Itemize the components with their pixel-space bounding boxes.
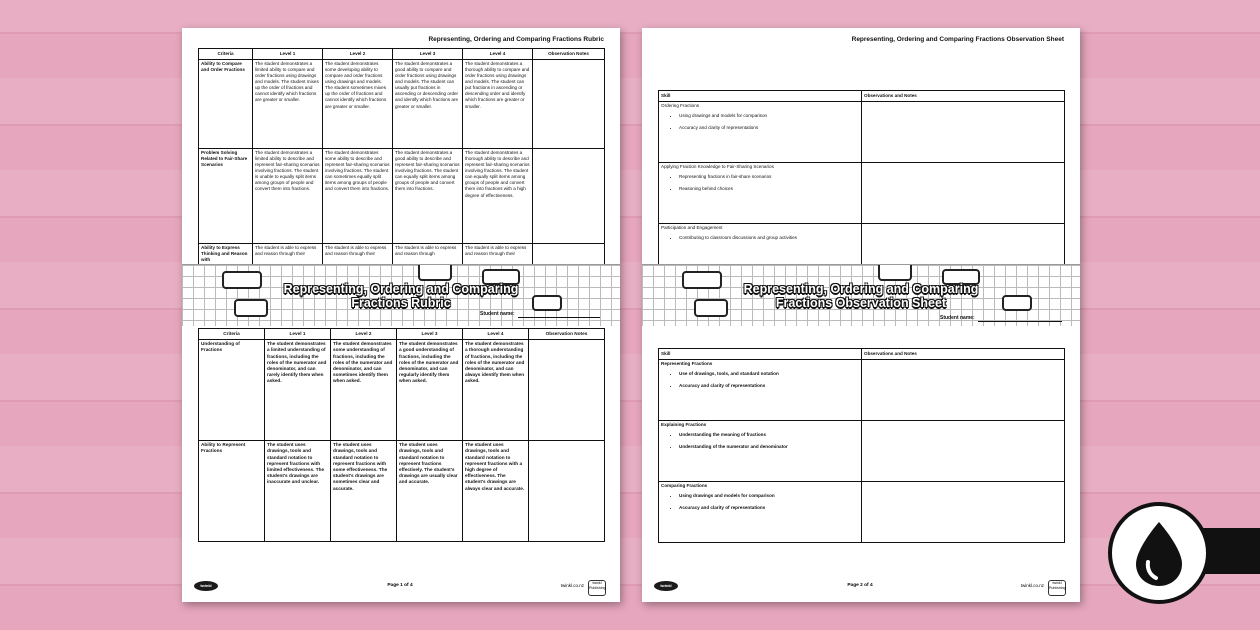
col-level-1: Level 1 [265,329,331,340]
notes-cell [862,163,1065,224]
observation-table-front [658,348,1065,543]
ink-drop-icon [1112,506,1206,600]
student-name-label: Student name: [940,315,975,321]
rubric-banner-title: Representing, Ordering and Comparing Fractions Rubric [283,282,519,310]
col-observation-notes: Observation Notes [533,49,605,60]
observation-front-page [642,326,1080,602]
website-url: twinkl.co.nz [560,583,584,588]
col-criteria: Criteria [199,49,253,60]
student-name-label: Student name: [480,311,515,317]
observation-banner-title: Representing, Ordering and Comparing Fractions Observation Sheet [743,282,979,310]
student-name-field[interactable] [518,317,600,318]
criteria-cell: Problem Solving Related to Fair-Share Scenarios [199,149,253,244]
rubric-table-front [198,328,605,542]
title-banner [642,264,1080,327]
level-cell: The student demonstrates a limited ability to describe and represent fair-sharing scenarios involving fractions. The student is unable to equally split items among groups of people and convert them into fractions. [253,149,323,244]
level-cell: The student demonstrates a good ability to describe and represent fair-sharing scenarios involving fractions. The student can equally split items among groups of people and convert them into fractions. [393,149,463,244]
level-cell: The student uses drawings, tools and standard notation to represent fractions effectively. The student's drawings are usually clear and accurate. [397,441,463,542]
level-cell: The student is able to express and reason through their [323,244,393,333]
twinkl-logo: twinkl [654,581,678,591]
student-name-field[interactable] [978,321,1062,322]
col-criteria: Criteria [199,329,265,340]
col-observations: Observations and Notes [862,349,1065,360]
skill-cell: Participation and Engagement • Contributing to classroom discussions and group activities [659,224,862,285]
col-level-4: Level 4 [463,49,533,60]
skill-cell: Comparing Fractions • Using drawings and models for comparison • Accuracy and clarity of representations [659,482,862,543]
criteria-cell: Ability to Represent Fractions [199,441,265,542]
level-cell: The student demonstrates a good understanding of fractions, including the roles of the numerator and denominator, and can regularly identify them when asked. [397,340,463,441]
rubric-page-title: Representing, Ordering and Comparing Fractions Rubric [428,36,604,43]
col-level-2: Level 2 [323,49,393,60]
level-cell: The student uses drawings, tools and standard notation to represent fractions with limited effectiveness. The student's drawings are inaccurate and unclear. [265,441,331,542]
col-skill: Skill [659,91,862,102]
col-level-2: Level 2 [331,329,397,340]
website-url: twinkl.co.nz [1020,583,1044,588]
col-level-4: Level 4 [463,329,529,340]
notes-cell [862,102,1065,163]
col-level-3: Level 3 [397,329,463,340]
table-row [199,340,605,441]
table-row [659,360,1065,421]
observation-table-back [658,90,1065,285]
level-cell: The student demonstrates a good ability to compare and order fractions using drawings and models. The student can usually put fractions in ascending or descending order and identify which fractions are greater or smaller. [393,60,463,149]
title-banner [182,264,620,327]
level-cell: The student uses drawings, tools and standard notation to represent fractions with some effectiveness. The student's drawings are sometimes clear and accurate. [331,441,397,542]
publisher-logo: twinkl Publishing [1048,580,1066,596]
level-cell: The student demonstrates a thorough ability to compare and order fractions using drawings and models. The student can put fractions in ascending or descending order and identify which fractions are greater or smaller. [463,60,533,149]
publisher-logo: twinkl Publishing [588,580,606,596]
col-observation-notes: Observation Notes [529,329,605,340]
table-row [659,163,1065,224]
rubric-sheet [182,28,620,602]
criteria-cell: Understanding of Fractions [199,340,265,441]
decorative-brick [878,264,912,281]
page-number: Page 1 of 4 [387,583,413,588]
notes-cell [529,340,605,441]
table-row [199,441,605,542]
col-observations: Observations and Notes [862,91,1065,102]
notes-cell [862,482,1065,543]
level-cell: The student demonstrates some understanding of fractions, including the roles of the numerator and denominator, and can sometimes identify them when asked. [331,340,397,441]
col-level-1: Level 1 [253,49,323,60]
level-cell: The student demonstrates a limited understanding of fractions, including the roles of the numerator and denominator, and can rarely identify them when asked. [265,340,331,441]
notes-cell [862,421,1065,482]
skill-cell: Ordering Fractions • Using drawings and models for comparison • Accuracy and clarity of representations [659,102,862,163]
col-skill: Skill [659,349,862,360]
observation-page-title: Representing, Ordering and Comparing Fractions Observation Sheet [851,36,1064,43]
level-cell: The student demonstrates a limited ability to compare and order fractions using drawings and models. The student mixes up the order of fractions and cannot identify which fractions are greater or smaller. [253,60,323,149]
notes-cell [533,149,605,244]
page-footer [654,580,1066,594]
level-cell: The student is able to express and reason through their [463,244,533,333]
col-level-3: Level 3 [393,49,463,60]
rubric-front-page [182,326,620,602]
page-footer [194,580,606,594]
table-row [659,421,1065,482]
level-cell: The student uses drawings, tools and standard notation to represent fractions with a high degree of effectiveness. The student's drawings are always clear and accurate. [463,441,529,542]
skill-cell: Representing Fractions • Use of drawings, tools, and standard notation • Accuracy and clarity of representations [659,360,862,421]
notes-cell [533,60,605,149]
twinkl-logo: twinkl [194,581,218,591]
level-cell: The student demonstrates a thorough understanding of fractions, including the roles of the numerator and denominator, and can always identify them when asked. [463,340,529,441]
observation-sheet [642,28,1080,602]
ink-drop-badge [1108,502,1210,604]
page-number: Page 2 of 4 [847,583,873,588]
table-row [199,149,605,244]
level-cell: The student demonstrates some developing ability to compare and order fractions using drawings and models. The student sometimes mixes up the order of fractions and cannot identify which fractions are greater or smaller. [323,60,393,149]
skill-cell: Explaining Fractions • Understanding the meaning of fractions • Understanding of the numerator and denominator [659,421,862,482]
level-cell: The student demonstrates a thorough ability to describe and represent fair-sharing scenarios involving fractions. The student can equally split items among groups of people and convert them into fractions with a high degree of effectiveness. [463,149,533,244]
table-row [659,102,1065,163]
level-cell: The student is able to express and reason through their [253,244,323,333]
level-cell: The student is able to express and reason through [393,244,463,333]
table-row [659,482,1065,543]
notes-cell [862,360,1065,421]
criteria-cell: Ability to Compare and Order Fractions [199,60,253,149]
decorative-brick [418,264,452,281]
notes-cell [529,441,605,542]
level-cell: The student demonstrates some ability to describe and represent fair-sharing scenarios involving fractions. The student can sometimes equally split items among groups of people and convert them into fractions. [323,149,393,244]
skill-cell: Applying Fraction Knowledge to Fair-Sharing Scenarios • Representing fractions in fair-share scenarios • Reasoning behind choices [659,163,862,224]
table-row [199,60,605,149]
criteria-cell: Ability to Express Thinking and Reason with [199,244,253,333]
